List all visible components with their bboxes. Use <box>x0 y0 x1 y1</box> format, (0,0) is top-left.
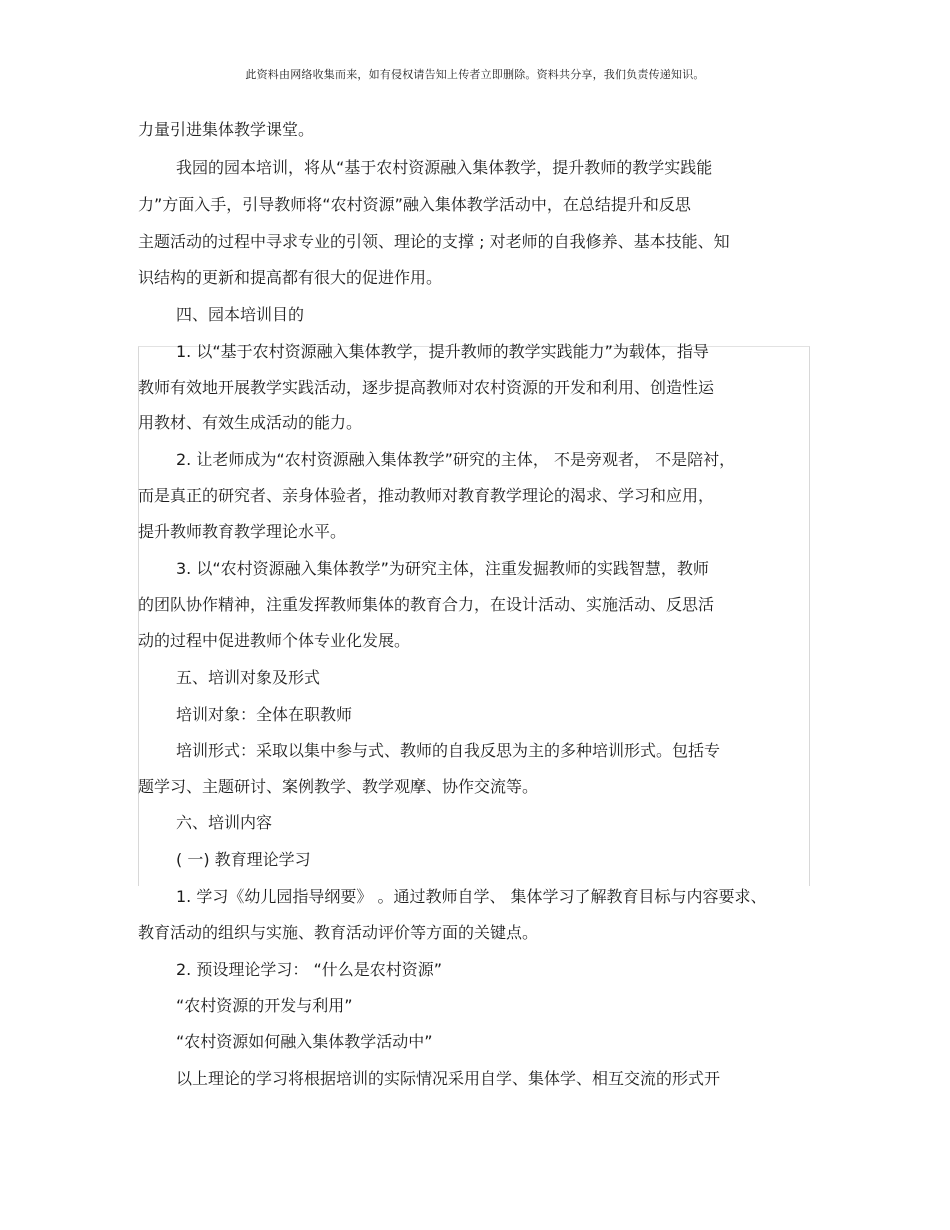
paragraph-line: 我园的园本培训，将从“基于农村资源融入集体教学，提升教师的教学实践能 <box>176 158 713 177</box>
paragraph-line: 力”方面入手，引导教师将“农村资源”融入集体教学活动中，在总结提升和反思 <box>138 195 691 214</box>
paragraph-line: 2. 让老师成为“农村资源融入集体教学”研究的主体， 不是旁观者， 不是陪衬， <box>176 450 736 469</box>
paragraph-line: 2. 预设理论学习： “什么是农村资源” <box>176 960 443 979</box>
paragraph-line: “农村资源如何融入集体教学活动中” <box>176 1032 433 1051</box>
sub-heading: ( 一) 教育理论学习 <box>176 850 311 869</box>
section-heading: 五、培训对象及形式 <box>176 668 321 687</box>
paragraph-line: 用教材、有效生成活动的能力。 <box>138 413 363 432</box>
paragraph-line: “农村资源的开发与利用” <box>176 996 353 1015</box>
paragraph-line: 而是真正的研究者、亲身体验者，推动教师对教育教学理论的渴求、学习和应用， <box>138 486 715 505</box>
paragraph-line: 识结构的更新和提高都有很大的促进作用。 <box>138 268 443 287</box>
paragraph-line: 1. 以“基于农村资源融入集体教学，提升教师的教学实践能力”为载体，指导 <box>176 342 709 361</box>
paragraph-line: 主题活动的过程中寻求专业的引领、理论的支撑 ; 对老师的自我修养、基本技能、知 <box>138 232 730 251</box>
header-disclaimer: 此资料由网络收集而来，如有侵权请告知上传者立即删除。资料共分享，我们负责传递知识。 <box>245 68 705 81</box>
paragraph-line: 动的过程中促进教师个体专业化发展。 <box>138 631 411 650</box>
paragraph-line: 力量引进集体教学课堂。 <box>138 120 315 139</box>
paragraph-line: 的团队协作精神，注重发挥教师集体的教育合力，在设计活动、实施活动、反思活 <box>138 595 715 614</box>
paragraph-line: 教育活动的组织与实施、教育活动评价等方面的关键点。 <box>138 923 539 942</box>
paragraph-line: 教师有效地开展教学实践活动，逐步提高教师对农村资源的开发和利用、创造性运 <box>138 378 715 397</box>
paragraph-line: 题学习、主题研讨、案例教学、教学观摩、协作交流等。 <box>138 777 539 796</box>
paragraph-line: 培训形式：采取以集中参与式、教师的自我反思为主的多种培训形式。包括专 <box>176 741 721 760</box>
section-heading: 四、园本培训目的 <box>176 305 305 324</box>
paragraph-line: 1. 学习《幼儿园指导纲要》 。通过教师自学、 集体学习了解教育目标与内容要求、 <box>176 887 767 906</box>
paragraph-line: 以上理论的学习将根据培训的实际情况采用自学、集体学、相互交流的形式开 <box>176 1069 721 1088</box>
paragraph-line: 3. 以“农村资源融入集体教学”为研究主体，注重发掘教师的实践智慧，教师 <box>176 559 709 578</box>
section-heading: 六、培训内容 <box>176 813 273 832</box>
paragraph-line: 培训对象：全体在职教师 <box>176 705 353 724</box>
paragraph-line: 提升教师教育教学理论水平。 <box>138 522 347 541</box>
